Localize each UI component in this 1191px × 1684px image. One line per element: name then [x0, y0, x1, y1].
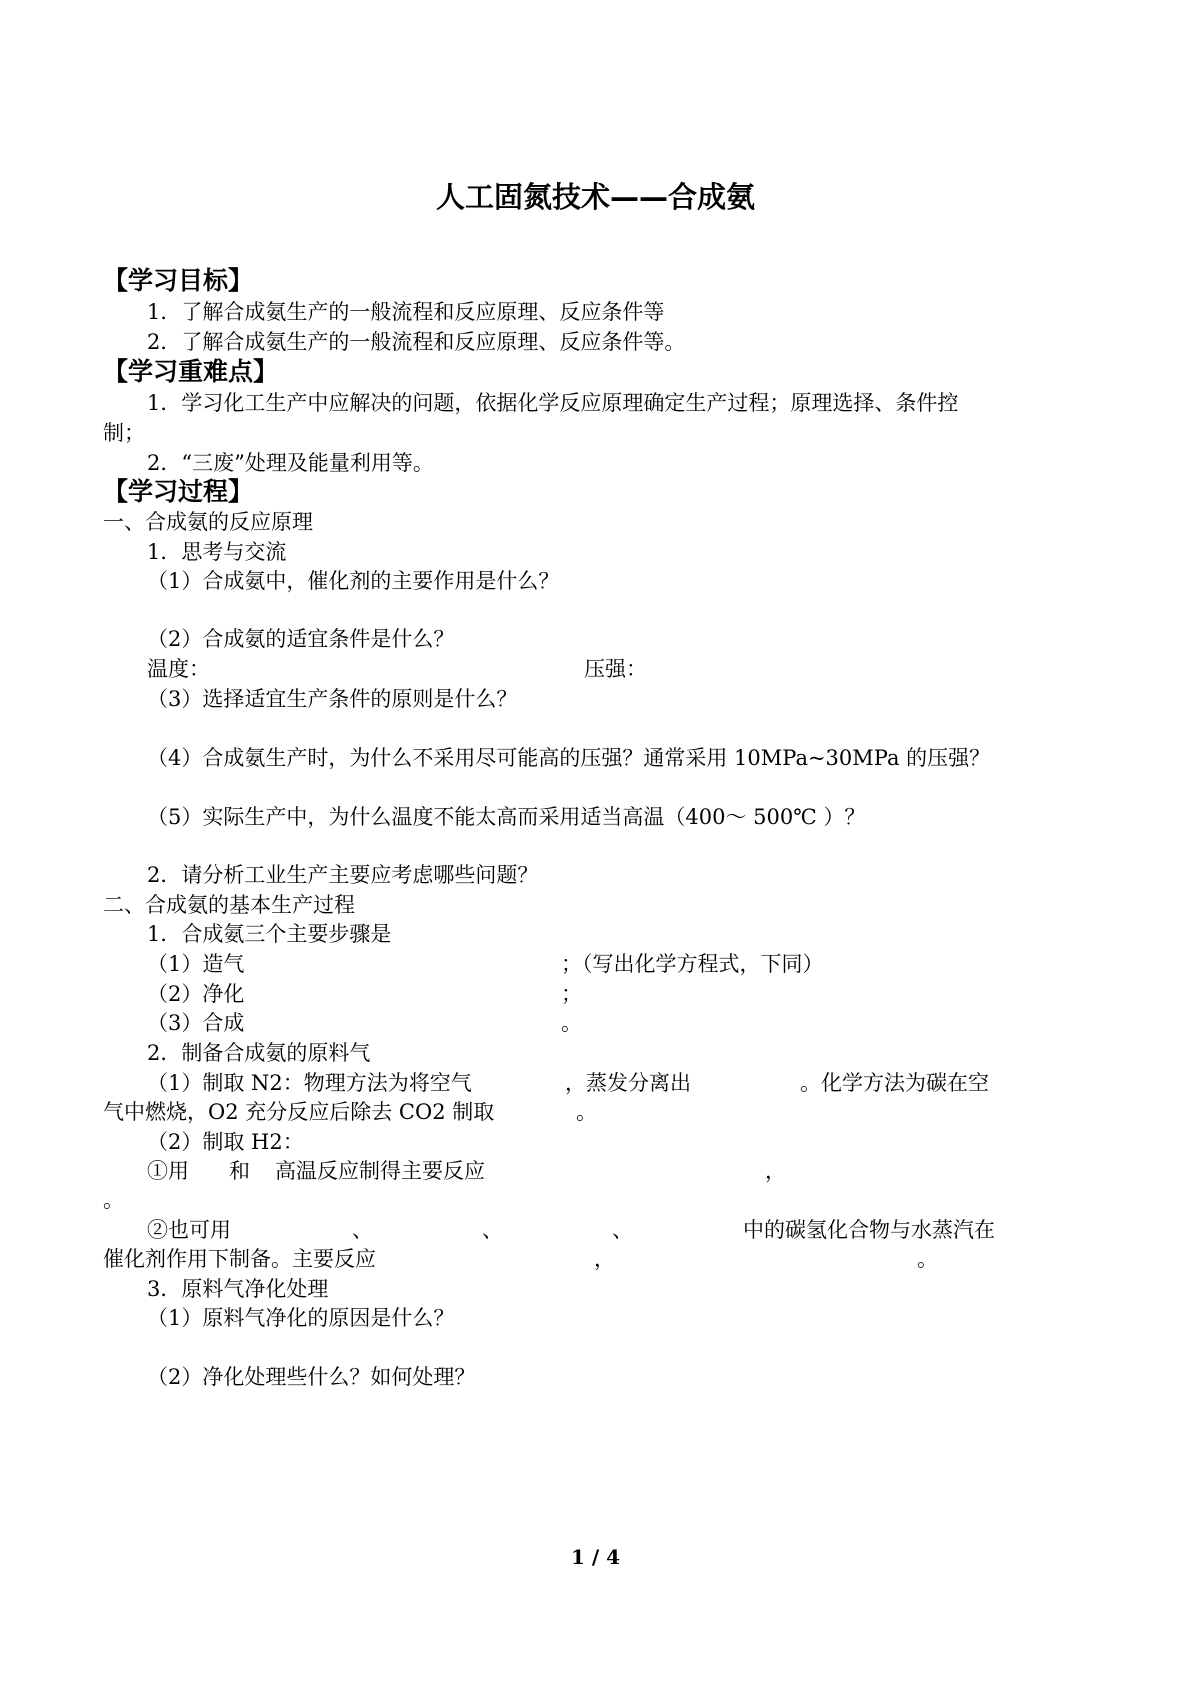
temperature-label: 温度：	[147, 657, 210, 681]
step-purification: （2）净化	[147, 982, 245, 1006]
page-number: 1 / 4	[570, 1545, 621, 1569]
part1-heading: 一、合成氨的反应原理	[103, 510, 313, 534]
part1-q3: （3）选择适宜生产条件的原则是什么？	[147, 687, 518, 711]
n2-text-d: 气中燃烧，O2 充分反应后除去 CO2 制取	[103, 1100, 495, 1124]
part1-sub1: 1．思考与交流	[147, 540, 287, 564]
purify-q2: （2）净化处理些什么？如何处理？	[147, 1365, 476, 1389]
part2-sub1: 1．合成氨三个主要步骤是	[147, 922, 392, 946]
step-synthesis: （3）合成	[147, 1011, 245, 1035]
part1-q2: （2）合成氨的适宜条件是什么？	[147, 627, 455, 651]
section-heading-process: 【学习过程】	[103, 477, 254, 506]
part1-q1: （1）合成氨中，催化剂的主要作用是什么？	[147, 569, 560, 593]
h2-method1-e: 。	[103, 1188, 124, 1212]
part1-q4: （4）合成氨生产时，为什么不采用尽可能高的压强？通常采用 10MPa~30MPa 的压强？	[147, 746, 991, 770]
part2-sub3: 3．原料气净化处理	[147, 1277, 329, 1301]
section-heading-goals: 【学习目标】	[103, 266, 254, 295]
key-point-item-2: 2．“三废”处理及能量利用等。	[147, 451, 434, 475]
part1-sub2: 2．请分析工业生产主要应考虑哪些问题？	[147, 863, 539, 887]
key-point-item-1-cont: 制；	[103, 421, 145, 445]
part2-sub2: 2．制备合成氨的原料气	[147, 1041, 371, 1065]
n2-text-c: 。化学方法为碳在空	[800, 1071, 989, 1095]
h2-method1-a: ①用	[147, 1159, 189, 1183]
h2-label: （2）制取 H2：	[147, 1130, 304, 1154]
goal-item-1: 1．了解合成氨生产的一般流程和反应原理、反应条件等	[147, 300, 665, 324]
h2-method2-b: 中的碳氢化合物与水蒸汽在	[743, 1218, 995, 1242]
step-purification-end: ；	[561, 982, 582, 1006]
part2-heading: 二、合成氨的基本生产过程	[103, 893, 355, 917]
n2-text-b: ，蒸发分离出	[565, 1071, 691, 1095]
pressure-label: 压强：	[584, 657, 647, 681]
h2-method2-a: ②也可用	[147, 1218, 231, 1242]
h2-method2-sep1: 、	[352, 1218, 373, 1242]
h2-method2-c: 催化剂作用下制备。主要反应	[103, 1247, 376, 1271]
section-heading-key-points: 【学习重难点】	[103, 357, 279, 386]
h2-method1-d: ，	[765, 1159, 786, 1183]
step-synthesis-end: 。	[561, 1011, 582, 1035]
h2-method2-e: 。	[917, 1247, 938, 1271]
purify-q1: （1）原料气净化的原因是什么？	[147, 1306, 455, 1330]
h2-method1-c: 高温反应制得主要反应	[275, 1159, 485, 1183]
n2-text-e: 。	[576, 1100, 597, 1124]
step-gas-making-note: ；（写出化学方程式，下同）	[561, 952, 824, 976]
goal-item-2: 2．了解合成氨生产的一般流程和反应原理、反应条件等。	[147, 330, 686, 354]
page-title: 人工固氮技术——合成氨	[435, 180, 755, 214]
h2-method2-d: ，	[594, 1247, 615, 1271]
h2-method2-sep2: 、	[482, 1218, 503, 1242]
part1-q5: （5）实际生产中，为什么温度不能太高而采用适当高温（400～ 500℃ ）？	[147, 805, 866, 829]
h2-method1-b: 和	[229, 1159, 250, 1183]
n2-text-a: （1）制取 N2：物理方法为将空气	[147, 1071, 472, 1095]
key-point-item-1: 1．学习化工生产中应解决的问题，依据化学反应原理确定生产过程；原理选择、条件控	[147, 391, 959, 415]
h2-method2-sep3: 、	[612, 1218, 633, 1242]
step-gas-making: （1）造气	[147, 952, 245, 976]
